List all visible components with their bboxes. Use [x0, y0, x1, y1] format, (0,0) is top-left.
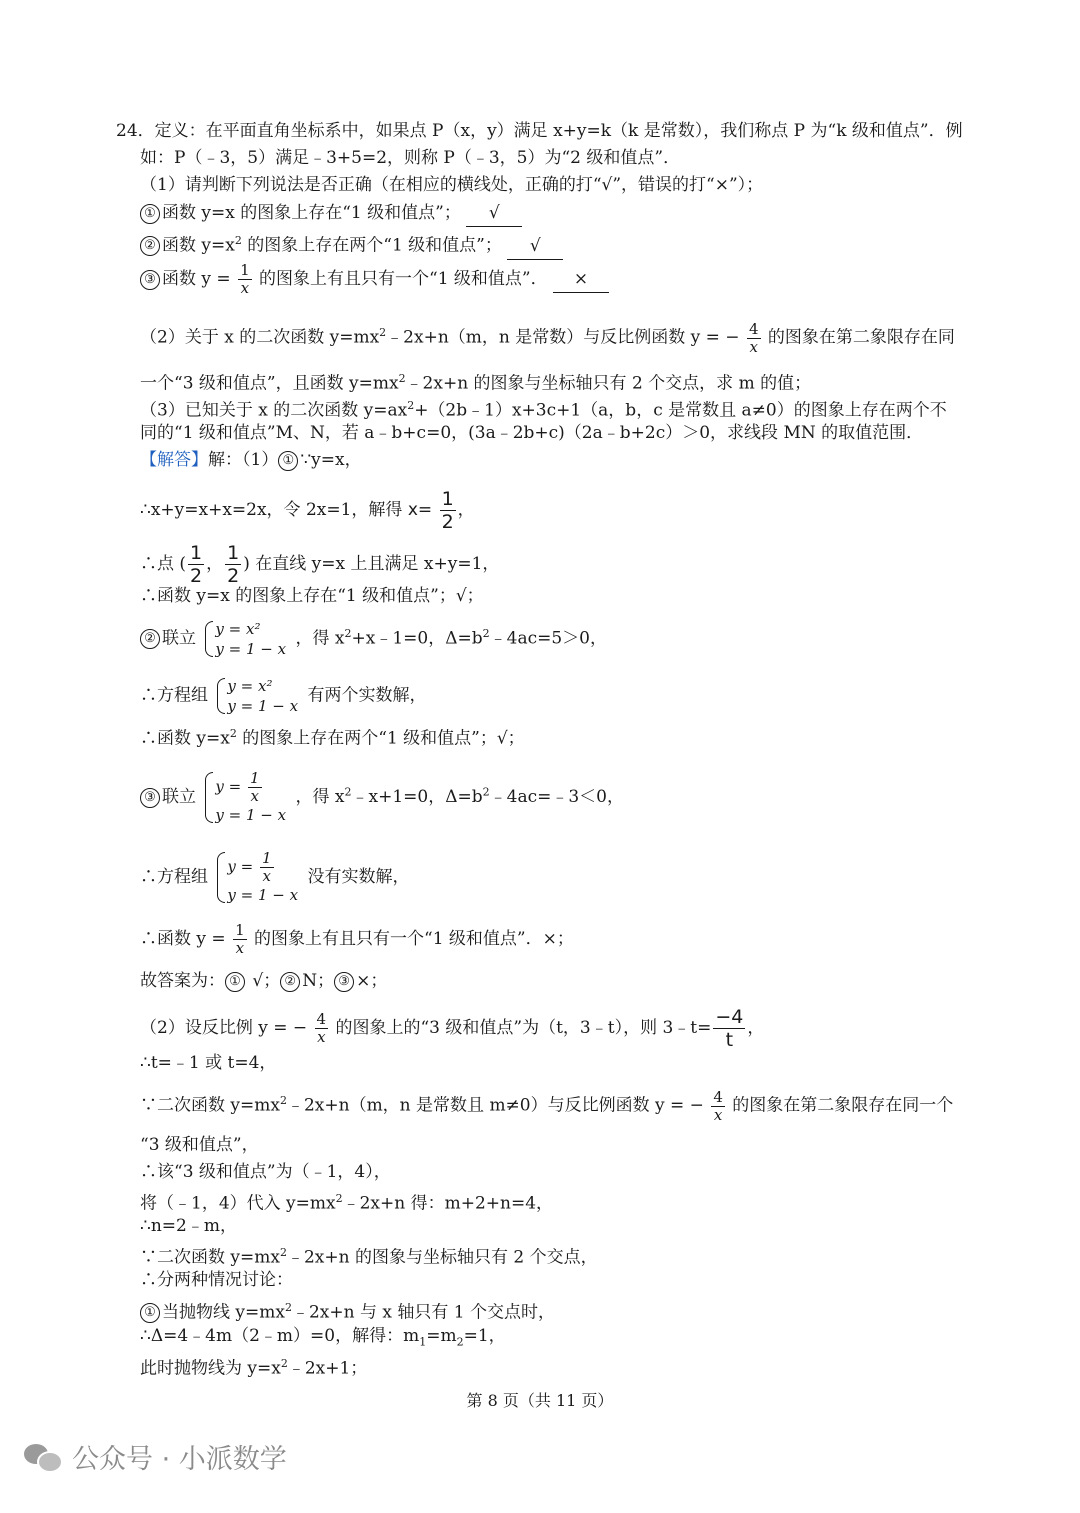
answer-tag: 【解答】: [140, 450, 208, 470]
statement-2: ② 函数 $y=x^2$ 的图象上存在两个“1 级和值点”； √: [140, 228, 563, 260]
solution-line-18: ∵二次函数 $y=mx^2﹣2x+n$ 的图象与坐标轴只有 2 个交点，: [140, 1246, 598, 1268]
solution-line-15: ∴该“3 级和值点”为（﹣1，4），: [140, 1162, 391, 1182]
solution-line-20: ① 当抛物线 $y=mx^2﹣2x+n$ 与 x 轴只有 1 个交点时，: [140, 1295, 555, 1326]
solution-line-11: （2）设反比例 y = − $\frac{4}{x}$ 的图象上的“3 级和值点”为（t，3﹣t），则 3﹣t= $\frac{-4}{t}$ ，: [140, 1006, 765, 1051]
wechat-icon: [24, 1442, 62, 1472]
solution-line-7: ③ 联立 y = $\frac{1}{x}$ y = 1 − x ，得 $x^2﹣x+1=0$，$\Delta=b^2﹣4ac=﹣3<0$，: [140, 770, 624, 825]
part2-line-1: （2）关于 x 的二次函数 $y=mx^2﹣2x+n(m$，n 是常数）与反比例函数 y = − $\frac{4}{x}$ 的图象在第二象限存在同: [140, 319, 955, 356]
solution-line-3: ∴函数 y=x 的图象上存在“1 级和值点”；√；: [140, 586, 484, 606]
solution-line-2: ∴点 ( $\frac{1}{2}$ ， $\frac{1}{2}$ ) 在直线 y=x 上且满足 x+y=1，: [140, 542, 500, 587]
solution-line-19: ∴分两种情况讨论：: [140, 1270, 293, 1290]
solution-line-12: ∴t=﹣1 或 t=4，: [140, 1053, 277, 1073]
solution-line-1: ∴x+y=x+x=2x，令 2x=1，解得 x= $\frac{1}{2}$ ，: [140, 488, 475, 533]
watermark: [24, 1437, 287, 1476]
part2-line-2: 一个“3 级和值点”，且函数 $y=mx^2﹣2x+n$ 的图象与坐标轴只有 2 个交点，求 m 的值；: [140, 372, 812, 394]
solution-line-9: ∴函数 y = $\frac{1}{x}$ 的图象上有且只有一个“1 级和值点”．×；: [140, 921, 574, 957]
part3-line-2: 同的“1 级和值点”M、N，若 a﹣b+c=0，(3a﹣2b+c)（2a﹣b+2c）＞0，求线段 MN 的取值范围．: [140, 423, 924, 443]
solution-line-10: 故答案为： ① √； ② N； ③ ×；: [140, 971, 388, 991]
solution-line-4: ② 联立 y = x² y = 1 − x ，得 $x^2+x﹣1=0$，$\Delta=b^2﹣4ac=5>0$，: [140, 619, 607, 659]
solution-line-5: ∴方程组 y = x² y = 1 − x 有两个实数解，: [140, 677, 427, 715]
answer-blank-3: ×: [553, 266, 609, 293]
page-footer: 第 8 页（共 11 页）: [466, 1391, 614, 1410]
solution-line-21: ∴Δ=4﹣4m（2﹣m）=0，解得：$m_1=m_2=1$，: [140, 1326, 506, 1349]
solution-line-17: ∴n=2﹣m，: [140, 1216, 237, 1236]
statement-3: ③ 函数 y = $\frac{1}{x}$ 的图象上有且只有一个“1 级和值点”． ×: [140, 262, 609, 297]
solution-line-13: ∵二次函数 $y=mx^2﹣2x+n(m$，n 是常数且 m≠0）与反比例函数 y = − $\frac{4}{x}$ 的图象在第二象限存在同一个: [140, 1087, 954, 1124]
statement-1: ① 函数 y=x 的图象上存在“1 级和值点”； √: [140, 200, 522, 227]
problem-line-2: 如：P（﹣3，5）满足﹣3+5=2，则称 P（﹣3，5）为“2 级和值点”．: [140, 148, 681, 168]
part3-line-1: （3）已知关于 x 的二次函数 $y=ax^2+(2b﹣1)x+3c+1(a$，b，c 是常数且 a≠0）的图象上存在两个不: [140, 399, 947, 421]
answer-blank-2: √: [507, 233, 563, 260]
watermark-text: 公众号 · 小派数学: [72, 1444, 287, 1475]
solution-line-16: 将（﹣1，4）代入 $y=mx^2﹣2x+n$ 得：m+2+n=4，: [140, 1192, 554, 1214]
solution-line-22: 此时抛物线为 $y=x^2﹣2x+1$；: [140, 1357, 368, 1379]
answer-blank-1: √: [466, 200, 522, 227]
problem-line-1: 24．定义：在平面直角坐标系中，如果点 P（x，y）满足 x+y=k（k 是常数），我们称点 P 为“k 级和值点”．例: [116, 121, 963, 141]
solution-intro: 【解答】解：（1） ① ∵y=x，: [140, 450, 362, 470]
part1-intro: （1）请判断下列说法是否正确（在相应的横线处，正确的打“√”，错误的打“×”）；: [140, 175, 764, 195]
solution-line-8: ∴方程组 y = $\frac{1}{x}$ y = 1 − x 没有实数解，: [140, 849, 410, 904]
solution-line-14: “3 级和值点”，: [140, 1135, 259, 1155]
solution-line-6: ∴函数 $y=x^2$ 的图象上存在两个“1 级和值点”；√；: [140, 727, 525, 749]
